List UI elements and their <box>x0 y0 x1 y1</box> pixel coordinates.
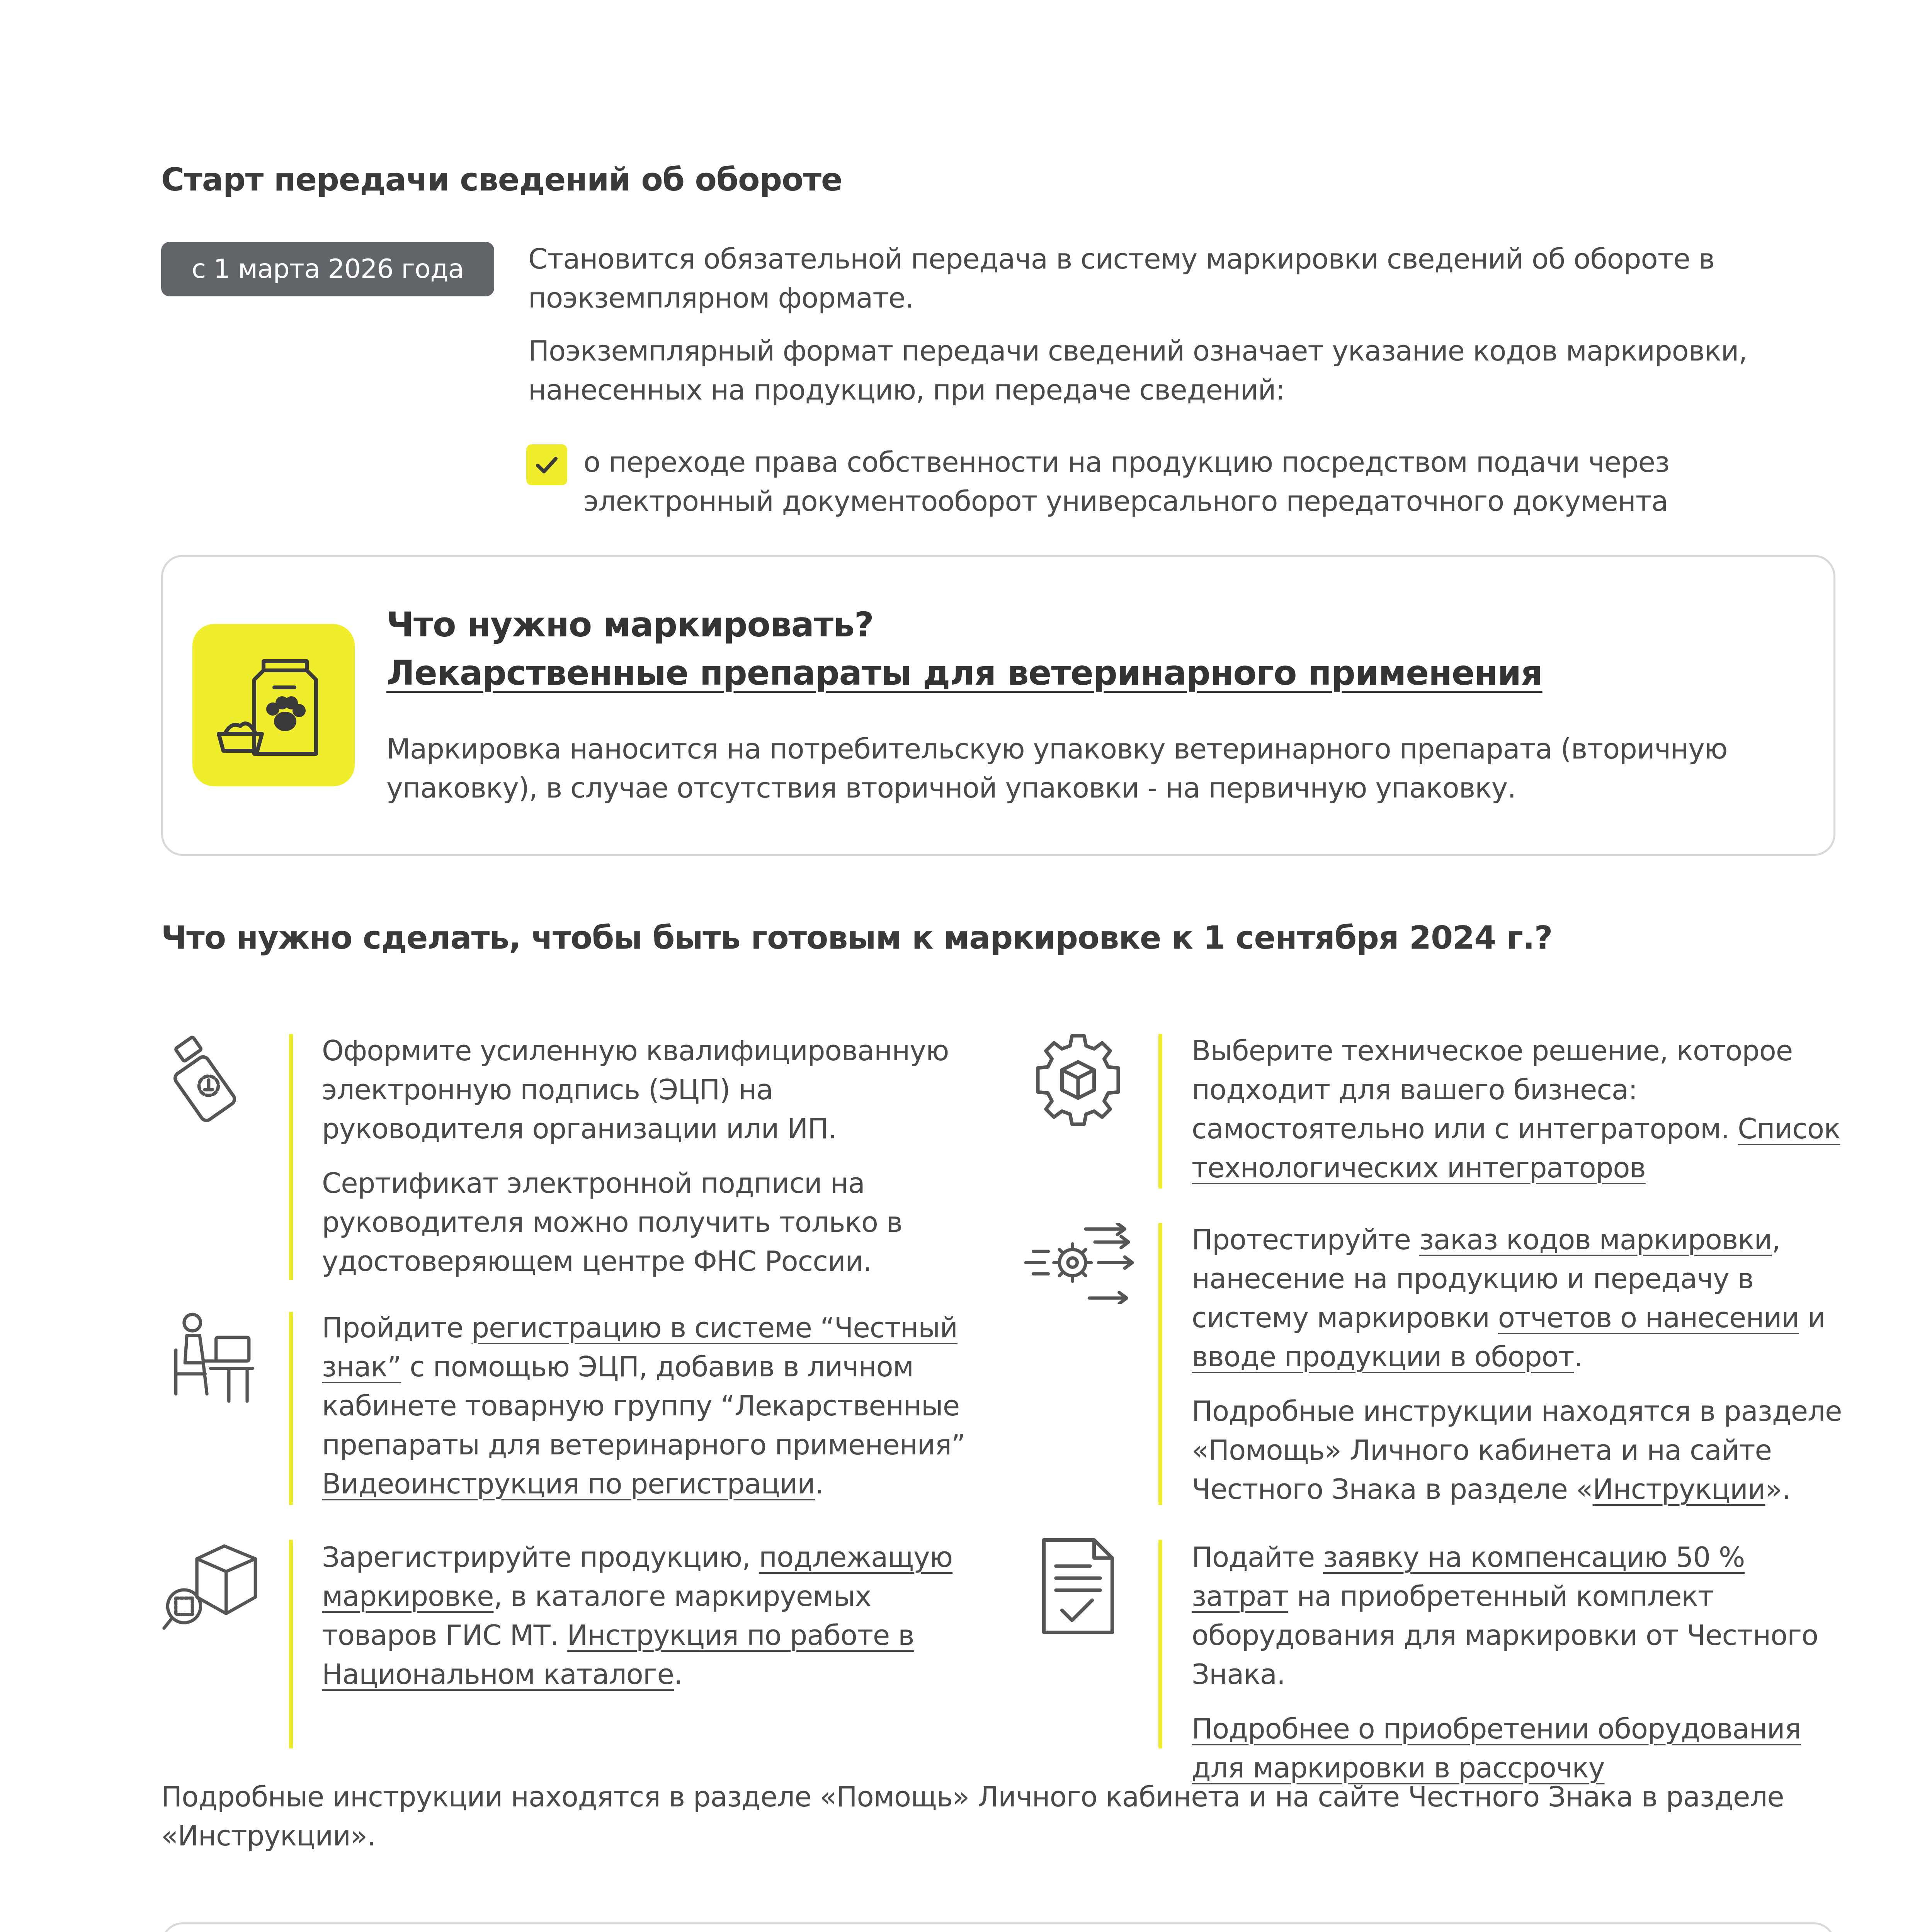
check-icon <box>526 444 567 485</box>
step-5-para-1 <box>1192 1220 1849 1376</box>
person-computer-icon <box>162 1310 259 1414</box>
step-5-para-2 <box>1192 1392 1849 1509</box>
step-6-text <box>1192 1538 1849 1803</box>
step-5-text-a: Протестируйте <box>1192 1223 1419 1256</box>
national-catalog-link[interactable]: Инструкция по работе в Национальном каталоге <box>322 1619 914 1690</box>
step-2-text-a: Пройдите <box>322 1311 472 1344</box>
installment-link[interactable]: Подробнее о приобретении оборудования для маркировки в рассрочку <box>1192 1713 1801 1784</box>
instructions-link[interactable]: Инструкции <box>1592 1473 1765 1505</box>
steps-title: Что нужно сделать, чтобы быть готовым к маркировке к 1 сентября 2024 г.? <box>161 920 1553 956</box>
gear-cube-icon <box>1026 1030 1130 1134</box>
circulation-entry-link[interactable]: вводе продукции в оборот <box>1192 1340 1574 1373</box>
step-2-text-b: с помощью ЭЦП, добавив в личном кабинете товарную группу “Лекарственные препараты для ветеринарного применения” <box>322 1350 966 1461</box>
step-5-bar <box>1158 1223 1162 1505</box>
document-check-icon <box>1036 1536 1121 1640</box>
step-3-text-c: . <box>673 1658 682 1690</box>
step-3-bar <box>289 1540 293 1748</box>
step-2-bar <box>289 1312 293 1505</box>
step-6-para-1 <box>1192 1538 1849 1694</box>
date-badge: с 1 марта 2026 года <box>161 242 494 296</box>
code-order-link[interactable]: заказ кодов маркировки <box>1419 1223 1772 1256</box>
step-2-text-c: . <box>815 1468 823 1500</box>
product-card <box>161 555 1835 856</box>
step-5-text-c: и <box>1799 1301 1825 1334</box>
start-para-1: Становится обязательной передача в систему маркировки сведений об обороте в поэкземплярном формате. <box>528 243 1715 314</box>
step-5-text-p2a: Подробные инструкции находятся в разделе «Помощь» Личного кабинета и на сайте Честного Знака в разделе « <box>1192 1395 1842 1505</box>
warning-card <box>161 1922 1835 1932</box>
step-4-text-a: Выберите техническое решение, которое подходит для вашего бизнеса: самостоятельно или с интегратором. <box>1192 1034 1793 1145</box>
step-6-text-b: на приобретенный комплект оборудования для маркировки от Честного Знака. <box>1192 1580 1818 1690</box>
pet-food-icon <box>192 624 355 786</box>
registration-link[interactable]: регистрацию в системе “Честный знак” <box>322 1311 957 1383</box>
step-5-text-p2b: ». <box>1765 1473 1791 1505</box>
step-5-text <box>1192 1220 1849 1524</box>
step-6-para-2 <box>1192 1709 1849 1787</box>
step-1-para-1: Оформите усиленную квалифицированную электронную подпись (ЭЦП) на руководителя организации или ИП. <box>322 1034 949 1145</box>
step-3-text-b: , в каталоге маркируемых товаров ГИС МТ. <box>322 1580 871 1651</box>
step-6-bar <box>1158 1540 1162 1748</box>
step-1-text <box>322 1031 979 1296</box>
step-4-bar <box>1158 1034 1162 1189</box>
instructions-note: Подробные инструкции находятся в разделе «Помощь» Личного кабинета и на сайте Честного Знака в разделе «Инструкции». <box>161 1781 1784 1852</box>
start-para-2: Поэкземплярный формат передачи сведений означает указание кодов маркировки, нанесенных на продукцию, при передаче сведений: <box>528 335 1747 406</box>
step-1-bar <box>289 1034 293 1280</box>
product-link[interactable]: Лекарственные препараты для ветеринарного применения <box>386 653 1543 693</box>
step-3-text-a: Зарегистрируйте продукцию, <box>322 1541 759 1573</box>
gear-arrows-icon <box>1024 1223 1136 1308</box>
product-description: Маркировка наносится на потребительскую упаковку ветеринарного препарата (вторичную упаковку), в случае отсутствия вторичной упаковки - на первичную упаковку. <box>386 733 1728 804</box>
video-instruction-link[interactable]: Видеоинструкция по регистрации <box>322 1468 815 1500</box>
step-1-para-2: Сертификат электронной подписи на руководителя можно получить только в удостоверяющем центре ФНС России. <box>322 1167 903 1277</box>
product-question: Что нужно маркировать? <box>386 605 874 645</box>
compensation-link[interactable]: заявку на компенсацию 50 % затрат <box>1192 1541 1745 1612</box>
usb-token-icon <box>158 1032 259 1132</box>
marking-required-link[interactable]: подлежащую маркировке <box>322 1541 953 1612</box>
step-5-text-b: , нанесение на продукцию и передачу в систему маркировки <box>1192 1223 1781 1334</box>
step-5-text-d: . <box>1574 1340 1583 1373</box>
check-item-text: о переходе права собственности на продукцию посредством подачи через электронный документооборот универсального передаточного документа <box>583 446 1670 517</box>
start-title: Старт передачи сведений об обороте <box>161 162 842 198</box>
integrators-list-link[interactable]: Список технологических интеграторов <box>1192 1112 1840 1184</box>
box-scan-icon <box>158 1540 263 1636</box>
step-4-text <box>1192 1031 1849 1187</box>
step-2-text <box>322 1308 979 1503</box>
step-6-text-a: Подайте <box>1192 1541 1323 1573</box>
step-3-text <box>322 1538 979 1694</box>
application-reports-link[interactable]: отчетов о нанесении <box>1498 1301 1799 1334</box>
